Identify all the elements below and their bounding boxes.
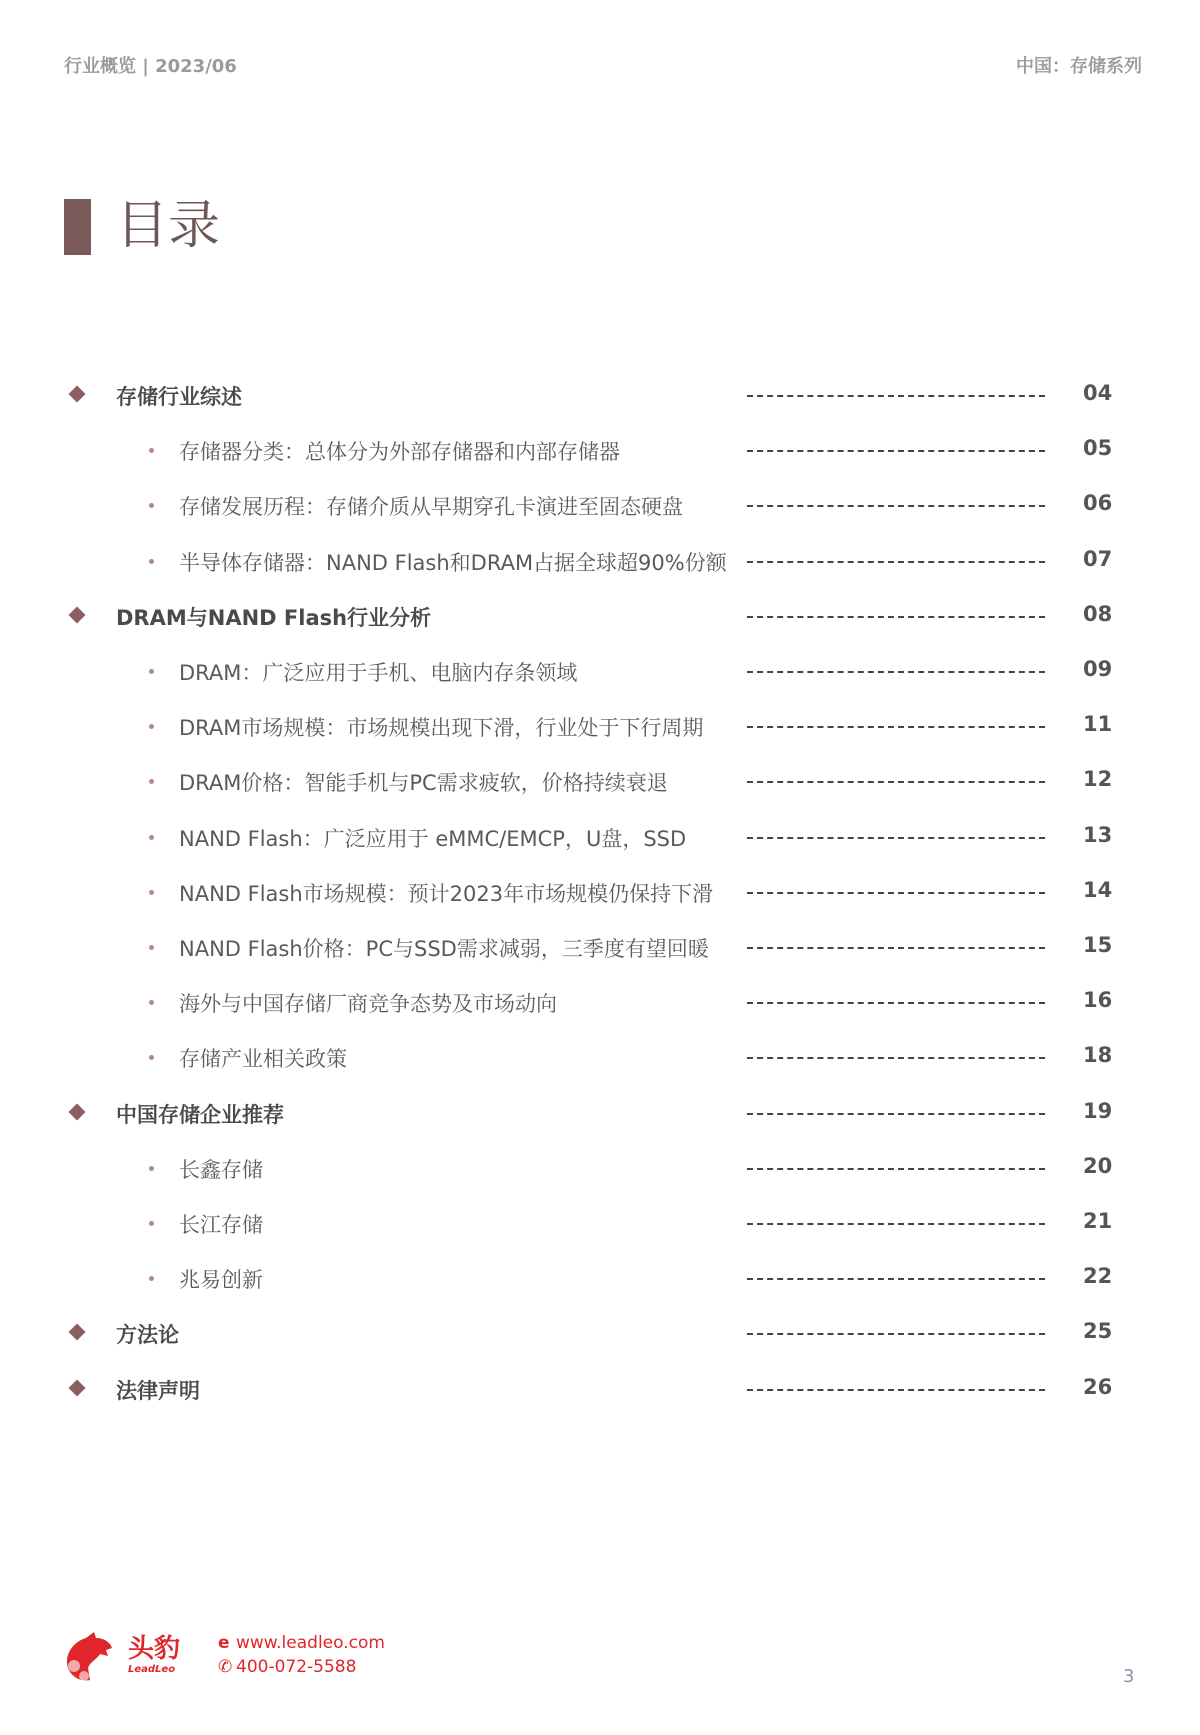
dotted-leader	[747, 1333, 1045, 1335]
bullet-icon	[149, 1000, 154, 1005]
dotted-leader	[747, 781, 1045, 783]
diamond-icon	[69, 606, 86, 623]
diamond-icon	[69, 1324, 86, 1341]
toc-entry[interactable]	[0, 651, 1200, 691]
bullet-icon	[149, 1276, 154, 1281]
toc-entry-page: 14	[1083, 877, 1113, 902]
toc-entry[interactable]	[0, 927, 1200, 967]
header-report-type-date: 行业概览 | 2023/06	[64, 56, 237, 77]
toc-entry-page: 13	[1083, 822, 1113, 847]
toc-entry-label: 海外与中国存储厂商竞争态势及市场动向	[179, 992, 557, 1017]
phone-icon: ✆	[218, 1657, 233, 1677]
toc-entry[interactable]	[0, 1148, 1200, 1188]
toc-entry[interactable]	[0, 541, 1200, 581]
toc-entry-page: 18	[1083, 1043, 1113, 1068]
toc-entry-page: 19	[1083, 1098, 1113, 1123]
phone-text: 400-072-5588	[236, 1657, 357, 1677]
bullet-icon	[149, 945, 154, 950]
toc-entry-page: 11	[1083, 712, 1113, 737]
toc-entry-label: 长鑫存储	[179, 1157, 263, 1182]
toc-entry-label: 存储器分类：总体分为外部存储器和内部存储器	[179, 440, 620, 465]
dotted-leader	[747, 1168, 1045, 1170]
dotted-leader	[747, 616, 1045, 618]
bullet-icon	[149, 1166, 154, 1171]
toc-entry-page: 21	[1083, 1209, 1113, 1233]
toc-entry-label: 存储行业综述	[116, 385, 242, 409]
dotted-leader	[747, 837, 1045, 839]
brand-name-en: LeadLeo	[128, 1664, 176, 1675]
toc-entry[interactable]	[0, 1203, 1200, 1243]
toc-entry-label: DRAM市场规模：市场规模出现下滑，行业处于下行周期	[179, 716, 704, 741]
toc-entry-label: 方法论	[116, 1323, 179, 1348]
toc-entry-page: 08	[1083, 601, 1113, 626]
toc-entry-page: 22	[1083, 1264, 1113, 1289]
toc-entry[interactable]	[0, 706, 1200, 746]
bullet-icon	[149, 890, 154, 895]
website-text: www.leadleo.com	[236, 1633, 385, 1653]
toc-entry-label: 中国存储企业推荐	[116, 1102, 284, 1127]
dotted-leader	[747, 1057, 1045, 1059]
page-title: 目录	[116, 196, 221, 256]
dotted-leader	[747, 1223, 1045, 1225]
diamond-icon	[69, 1103, 86, 1120]
toc-entry[interactable]	[0, 375, 1200, 415]
bullet-icon	[149, 669, 154, 674]
toc-entry-page: 04	[1083, 381, 1113, 405]
dotted-leader	[747, 450, 1045, 452]
diamond-icon	[69, 386, 86, 403]
dotted-leader	[747, 1113, 1045, 1115]
toc-entry-label: 存储发展历程：存储介质从早期穿孔卡演进至固态硬盘	[179, 495, 683, 520]
toc-entry-page: 09	[1083, 657, 1113, 681]
dotted-leader	[747, 892, 1045, 894]
bullet-icon	[149, 503, 154, 508]
toc-entry-label: DRAM价格：智能手机与PC需求疲软，价格持续衰退	[179, 771, 668, 796]
toc-entry[interactable]	[0, 1313, 1200, 1353]
page-number: 3	[1123, 1666, 1135, 1687]
toc-entry-page: 16	[1083, 988, 1113, 1013]
toc-entry[interactable]	[0, 485, 1200, 525]
toc-entry-label: NAND Flash市场规模：预计2023年市场规模仍保持下滑	[179, 881, 714, 906]
dotted-leader	[747, 1389, 1045, 1391]
diamond-icon	[69, 1379, 86, 1396]
dotted-leader	[747, 1278, 1045, 1280]
phone-contact	[218, 1657, 356, 1677]
toc-entry-label: DRAM与NAND Flash行业分析	[116, 605, 432, 630]
toc-entry[interactable]	[0, 1037, 1200, 1077]
leadleo-logo	[60, 1628, 385, 1684]
toc-entry-page: 26	[1083, 1374, 1113, 1399]
bullet-icon	[149, 1055, 154, 1060]
toc-entry[interactable]	[0, 1258, 1200, 1298]
brand-name-cn: 头豹	[128, 1634, 181, 1664]
toc-entry[interactable]	[0, 596, 1200, 636]
dotted-leader	[747, 671, 1045, 673]
dotted-leader	[747, 947, 1045, 949]
header-series: 中国：存储系列	[1016, 56, 1142, 77]
toc-entry-page: 25	[1083, 1319, 1113, 1344]
toc-entry[interactable]	[0, 430, 1200, 470]
toc-entry[interactable]	[0, 872, 1200, 912]
toc-entry-label: 存储产业相关政策	[179, 1047, 347, 1072]
toc-entry-label: NAND Flash：广泛应用于 eMMC/EMCP，U盘，SSD	[179, 826, 687, 851]
web-e-icon: e	[218, 1633, 230, 1653]
dotted-leader	[747, 505, 1045, 507]
toc-entry[interactable]	[0, 1093, 1200, 1133]
dotted-leader	[747, 726, 1045, 728]
toc-entry-label: NAND Flash价格：PC与SSD需求减弱，三季度有望回暖	[179, 937, 709, 961]
bullet-icon	[149, 1221, 154, 1226]
dotted-leader	[747, 1002, 1045, 1004]
toc-entry[interactable]	[0, 982, 1200, 1022]
toc-entry[interactable]	[0, 761, 1200, 801]
dotted-leader	[747, 561, 1045, 563]
toc-entry[interactable]	[0, 817, 1200, 857]
toc-entry-page: 07	[1083, 546, 1113, 571]
website-link[interactable]	[218, 1633, 385, 1653]
toc-entry-page: 20	[1083, 1153, 1113, 1178]
toc-entry-page: 05	[1083, 436, 1113, 461]
leopard-logo-icon	[60, 1628, 116, 1684]
title-accent-bar	[64, 199, 91, 255]
toc-entry-page: 15	[1083, 933, 1113, 957]
toc-entry[interactable]	[0, 1369, 1200, 1409]
toc-entry-label: 法律声明	[116, 1378, 200, 1403]
toc-entry-label: DRAM：广泛应用于手机、电脑内存条领域	[179, 661, 578, 685]
bullet-icon	[149, 779, 154, 784]
bullet-icon	[149, 448, 154, 453]
dotted-leader	[747, 395, 1045, 397]
toc-entry-page: 12	[1083, 767, 1113, 792]
bullet-icon	[149, 835, 154, 840]
toc-entry-label: 半导体存储器：NAND Flash和DRAM占据全球超90%份额	[179, 550, 727, 575]
bullet-icon	[149, 559, 154, 564]
toc-entry-page: 06	[1083, 491, 1113, 516]
bullet-icon	[149, 724, 154, 729]
toc-entry-label: 长江存储	[179, 1213, 263, 1237]
toc-entry-label: 兆易创新	[179, 1268, 263, 1293]
